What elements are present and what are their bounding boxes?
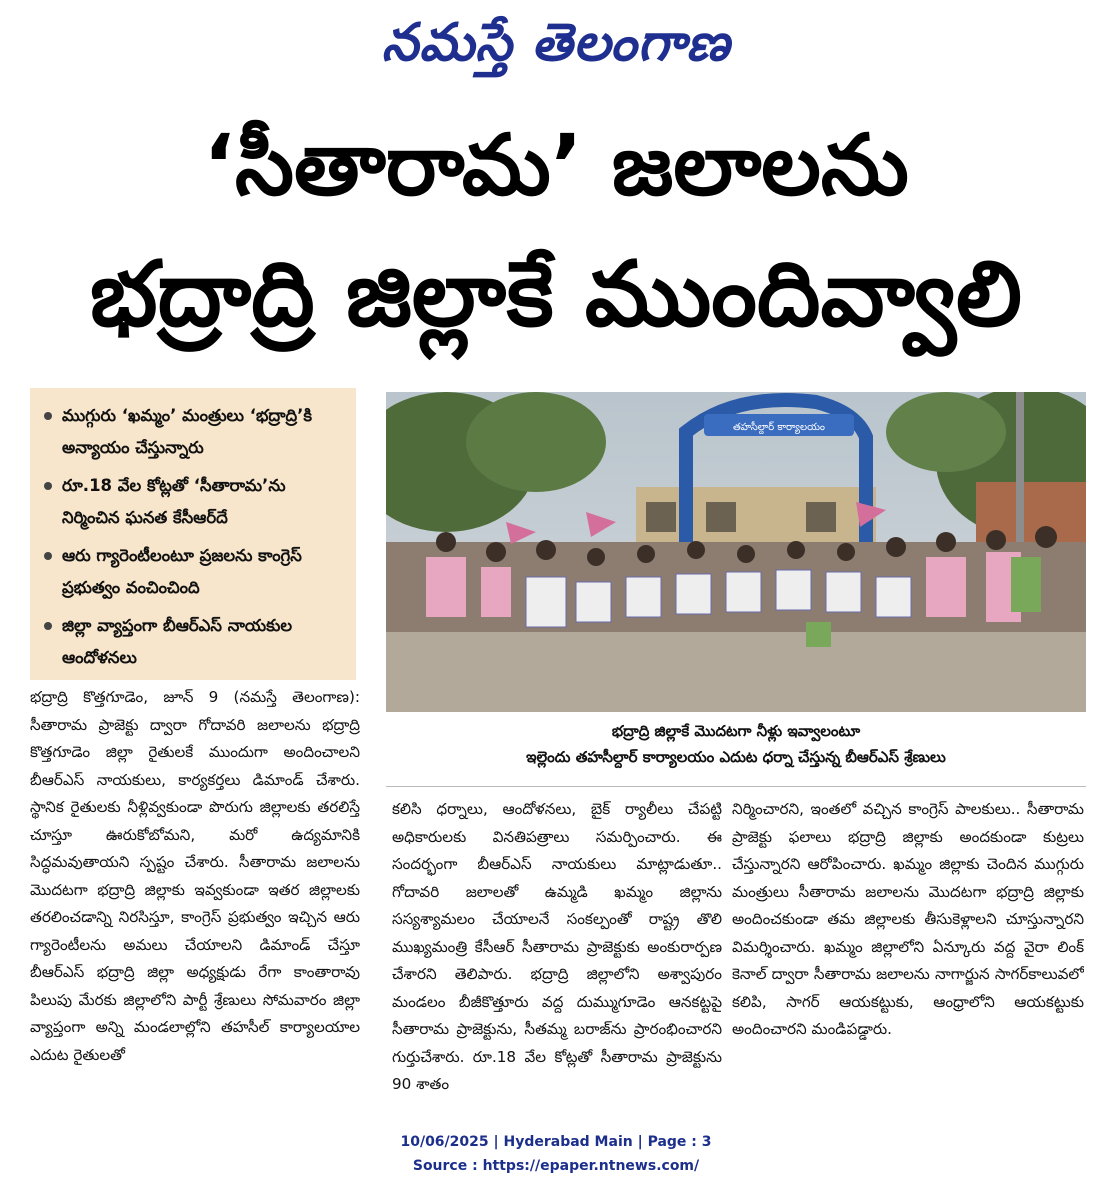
highlights-box xyxy=(30,388,356,680)
bullet-icon xyxy=(44,412,52,420)
caption-line-1: భద్రాద్రి జిల్లాకే మొదటగా నీళ్లు ఇవ్వాలంటూ xyxy=(611,722,861,740)
article-column-1: భద్రాద్రి కొత్తగూడెం, జూన్‌ 9 (నమస్తే తెలంగాణ): సీతారామ ప్రాజెక్టు ద్వారా గోదావరి జలాలను భద్రాద్రి కొత్తగూడెం జిల్లా రైతులకే ముందుగా అందించాలని బీఆర్‌ఎస్‌ నాయకులు, కార్యకర్తలు డిమాండ్‌ చేశారు. స్థానిక రైతులకు నీళ్లివ్వకుండా పొరుగు జిల్లాలకు తరలిస్తే చూస్తూ ఊరుకోబోమని, మరో ఉద్యమానికి సిద్ధమవుతాయని స్పష్టం చేశారు. సీతారామ జలాలను మొదటగా భద్రాద్రి జిల్లాకు ఇవ్వకుండా ఇతర జిల్లాలకు తరలించడాన్ని నిరసిస్తూ, కాంగ్రెస్‌ ప్రభుత్వం ఇచ్చిన ఆరు గ్యారెంటీలను అమలు చేయాలని డిమాండ్‌ చేస్తూ బీఆర్‌ఎస్‌ భద్రాద్రి జిల్లా అధ్యక్షుడు రేగా కాంతారావు పిలుపు మేరకు జిల్లాలోని పార్టీ శ్రేణులు సోమవారం జిల్లా వ్యాప్తంగా అన్ని మండలాల్లోని తహసీల్‌ కార్యాలయాల ఎదుట రైతులతో xyxy=(30,688,360,1064)
protest-photo xyxy=(386,392,1086,712)
article-column-3: నిర్మించారని, ఇంతలో వచ్చిన కాంగ్రెస్‌ పాలకులు.. సీతారామ ప్రాజెక్టు ఫలాలు భద్రాద్రి జిల్లాకు అందకుండా కుట్రలు చేస్తున్నారని ఆరోపించారు. ఖమ్మం జిల్లాకు చెందిన ముగ్గురు మంత్రులు సీతారామ జలాలను మొదటగా భద్రాద్రి జిల్లాకు అందించకుండా తమ జిల్లాలకు తీసుకెళ్లాలని చూస్తున్నారని విమర్శించారు. ఖమ్మం జిల్లాలోని ఏన్కూరు వద్ద వైరా లింక్‌ కెనాల్‌ ద్వారా సీతారామ జలాలను నాగార్జున సాగర్‌కాలువలో కలిపి, సాగర్‌ ఆయకట్టుకు, ఆంధ్రాలోని ఆయకట్టుకు అందించారని మండిపడ్డారు. xyxy=(732,800,1084,1038)
arch-sign-text: తహసీల్దార్ కార్యాలయం xyxy=(732,422,826,433)
caption-divider xyxy=(386,786,1086,787)
highlight-text: ఆరు గ్యారెంటీలంటూ ప్రజలను కాంగ్రెస్‌ ప్రభుత్వం వంచించింది xyxy=(62,546,302,597)
highlight-text: రూ.18 వేల కోట్లతో ‘సీతారామ’ను నిర్మించిన ఘనత కేసీఆర్‌దే xyxy=(62,476,286,527)
protest-photo-illustration xyxy=(386,392,1086,712)
highlight-text: జిల్లా వ్యాప్తంగా బీఆర్‌ఎస్‌ నాయకుల ఆందోళనలు xyxy=(62,616,293,667)
highlight-text: ముగ్గురు ‘ఖమ్మం’ మంత్రులు ‘భద్రాద్రి’కి అన్యాయం చేస్తున్నారు xyxy=(62,406,313,457)
photo-caption xyxy=(386,718,1086,770)
highlight-item xyxy=(42,470,346,534)
caption-line-2: ఇల్లెందు తహసీల్దార్‌ కార్యాలయం ఎదుట ధర్నా చేస్తున్న బీఆర్‌ఎస్‌ శ్రేణులు xyxy=(526,748,946,766)
headline-line-2: భద్రాద్రి జిల్లాకే ముందివ్వాలి xyxy=(90,242,1022,347)
newspaper-masthead: నమస్తే తెలంగాణ xyxy=(381,12,731,73)
footer-edition-info: 10/06/2025 | Hyderabad Main | Page : 3 xyxy=(400,1134,712,1150)
bullet-icon xyxy=(44,552,52,560)
highlight-item xyxy=(42,400,346,464)
highlight-item xyxy=(42,610,346,674)
highlight-item xyxy=(42,540,346,604)
footer-source: Source : https://epaper.ntnews.com/ xyxy=(412,1158,700,1174)
bullet-icon xyxy=(44,482,52,490)
headline-line-1: ‘సీతారామ’ జలాలను xyxy=(203,116,909,214)
article-column-2: కలిసి ధర్నాలు, ఆందోళనలు, బైక్‌ ర్యాలీలు చేపట్టి అధికారులకు వినతిపత్రాలు సమర్పించారు. ఈ సందర్భంగా బీఆర్‌ఎస్‌ నాయకులు మాట్లాడుతూ.. గోదావరి జలాలతో ఉమ్మడి ఖమ్మం జిల్లాను సస్యశ్యామలం చేయాలనే సంకల్పంతో రాష్ట్ర తొలి ముఖ్యమంత్రి కేసీఆర్‌ సీతారామ ప్రాజెక్టుకు అంకురార్పణ చేశారని తెలిపారు. భద్రాద్రి జిల్లాలోని అశ్వాపురం మండలం బీజీకొత్తూరు వద్ద దుమ్ముగూడెం ఆనకట్టపై సీతారామ ప్రాజెక్టును, సీతమ్మ బరాజ్‌ను ప్రారంభించారని గుర్తుచేశారు. రూ.18 వేల కోట్లతో సీతారామ ప్రాజెక్టును 90 శాతం xyxy=(392,800,722,1093)
bullet-icon xyxy=(44,622,52,630)
